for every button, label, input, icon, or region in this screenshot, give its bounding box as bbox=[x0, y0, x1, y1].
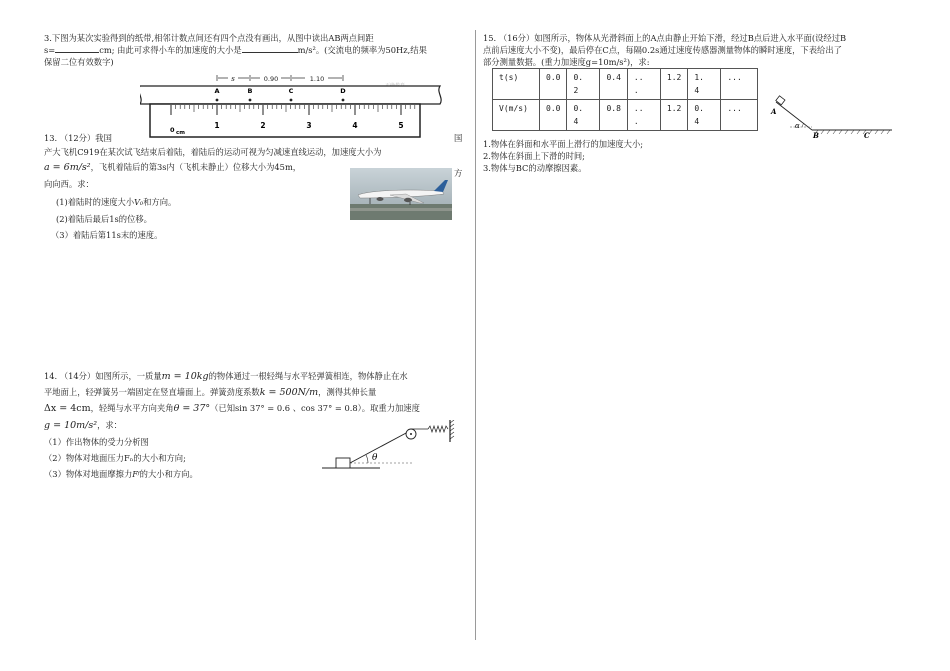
q14-line2: 平地面上，轻弹簧另一端固定在竖直墙面上。弹簧劲度系数k = 500N/m，测得其伸长量 bbox=[44, 387, 377, 398]
spring bbox=[428, 426, 448, 432]
q13-line4: 向向西。求： bbox=[44, 179, 94, 189]
airplane-photo bbox=[350, 168, 452, 220]
point-D-label: D bbox=[340, 87, 346, 95]
q15-sub3: 3.物体与BC的动摩擦因素。 bbox=[483, 163, 587, 173]
incline-label-A: A bbox=[771, 107, 777, 116]
dim-110-label: 1.10 bbox=[309, 75, 325, 83]
table-cell: 0.8 bbox=[600, 100, 627, 131]
table-cell: 0.0 bbox=[540, 69, 567, 100]
q15-sub2: 2.物体在斜面上下滑的时间; bbox=[483, 151, 585, 161]
q13-line1-end: 国 bbox=[454, 133, 463, 143]
table-row-velocity bbox=[493, 100, 758, 131]
q13-sub1: (1)着陆时的速度大小V₀和方向。 bbox=[56, 197, 177, 207]
table-cell: .. . bbox=[627, 100, 660, 131]
point-A-label: A bbox=[214, 87, 220, 95]
q13-line3: a = 6m/s²，飞机着陆后的第3s内（飞机未静止）位移大小为45m， bbox=[44, 162, 302, 173]
q14-line3: Δx = 4cm，轻绳与水平方向夹角θ = 37°（已知sin 37° = 0.6 、cos 37° = 0.8）。取重力加速度 bbox=[44, 403, 420, 414]
q14-line4: g = 10m/s²，求： bbox=[44, 420, 122, 431]
ruler-mark-1: 1 bbox=[214, 121, 220, 130]
q15-line3: 部分测量数据。(重力加速度g=10m/s²)，求: bbox=[483, 57, 650, 67]
incline-label-C: C bbox=[864, 131, 870, 140]
q13-line1: 13. （12分）我国 bbox=[44, 133, 112, 143]
ruler-mark-2: 2 bbox=[260, 121, 266, 130]
q14-gravity: g = 10m/s² bbox=[44, 420, 98, 431]
q15-data-table bbox=[492, 68, 758, 131]
q14-line1: 14. （14分）如图所示，一质量m = 10kg的物体通过一根轻绳与水平轻弹簧相连，物体静止在水 bbox=[44, 371, 408, 382]
table-cell: 1.2 bbox=[660, 100, 687, 131]
table-cell: 1. 4 bbox=[688, 69, 721, 100]
table-cell: 0. 4 bbox=[567, 100, 600, 131]
q14-angle: θ = 37° bbox=[173, 403, 211, 414]
theta-label: θ bbox=[372, 453, 378, 463]
table-cell: 0. 4 bbox=[688, 100, 721, 131]
q15-line2: 点前后速度大小不变)，最后停在C点，每隔0.2s通过速度传感器测量物体的瞬时速度，下表给出了 bbox=[483, 45, 842, 55]
incline-surface bbox=[776, 102, 812, 130]
incline-label-alpha: α bbox=[795, 122, 800, 130]
q15-sub1: 1.物体在斜面和水平面上滑行的加速度大小; bbox=[483, 139, 644, 149]
q3-answer-blank-1[interactable] bbox=[55, 44, 99, 53]
incline-label-B: B bbox=[813, 131, 819, 140]
q15-line1: 15. （16分）如图所示，物体从光滑斜面上的A点由静止开始下滑，经过B点后进入水平面(设经过B bbox=[483, 33, 847, 43]
q14-spring-k: k = 500N/m bbox=[259, 387, 319, 398]
spring-pulley-figure bbox=[322, 420, 462, 472]
table-cell: ... bbox=[721, 69, 758, 100]
q14-mass: m = 10kg bbox=[161, 371, 209, 382]
table-row-time bbox=[493, 69, 758, 100]
table-cell: 1.2 bbox=[660, 69, 687, 100]
rope bbox=[350, 432, 408, 463]
q14-sub3: （3）物体对地面摩擦力Fᶠ的大小和方向。 bbox=[44, 469, 198, 479]
column-divider bbox=[475, 30, 476, 640]
table-cell: 0. 2 bbox=[567, 69, 600, 100]
ruler-mark-4: 4 bbox=[352, 121, 358, 130]
q14-stretch: Δx = 4cm bbox=[44, 403, 91, 414]
table-cell: 0.0 bbox=[540, 100, 567, 131]
point-B-label: B bbox=[247, 87, 253, 95]
q13-sub3: （3）着陆后第11s末的速度。 bbox=[51, 230, 163, 240]
q14-sub1: （1）作出物体的受力分析图 bbox=[44, 437, 149, 447]
dim-s-label: s bbox=[231, 75, 235, 83]
block bbox=[336, 458, 350, 468]
table-row-label: t(s) bbox=[493, 69, 540, 100]
table-cell: ... bbox=[721, 100, 758, 131]
tape-ruler-figure bbox=[140, 72, 450, 138]
ruler-unit: cm bbox=[176, 130, 185, 136]
q13-line2: 产大飞机C919在某次试飞结束后着陆，着陆后的运动可视为匀减速直线运动，加速度大小为 bbox=[44, 147, 382, 157]
dim-090-label: 0.90 bbox=[263, 75, 279, 83]
q3-answer-blank-2[interactable] bbox=[242, 44, 298, 53]
table-cell: .. . bbox=[627, 69, 660, 100]
q3-line2: s= cm; 由此可求得小车的加速度的大小是 m/s²。(交流电的频率为50Hz,结果 bbox=[44, 45, 427, 55]
point-C-label: C bbox=[288, 87, 294, 95]
q3-line1: 3.下图为某次实验得到的纸带,相邻计数点间还有四个点没有画出，从图中读出AB两点间距 bbox=[44, 33, 374, 43]
ruler-body bbox=[150, 104, 420, 137]
table-cell: 0.4 bbox=[600, 69, 627, 100]
ruler-mark-0: 0 bbox=[170, 126, 175, 134]
q13-sub2: (2)着陆后最后1s的位移。 bbox=[56, 214, 152, 224]
table-row-label: V(m/s) bbox=[493, 100, 540, 131]
ruler-mark-5: 5 bbox=[398, 121, 404, 130]
ruler-mark-3: 3 bbox=[306, 121, 312, 130]
incline-figure bbox=[768, 94, 898, 140]
q3-line3: 保留二位有效数字) bbox=[44, 57, 114, 67]
q13-line3-end: 方 bbox=[454, 168, 463, 178]
q14-sub2: （2）物体对地面压力Fₙ的大小和方向; bbox=[44, 453, 186, 463]
q13-accel-formula: a = 6m/s² bbox=[44, 162, 91, 173]
